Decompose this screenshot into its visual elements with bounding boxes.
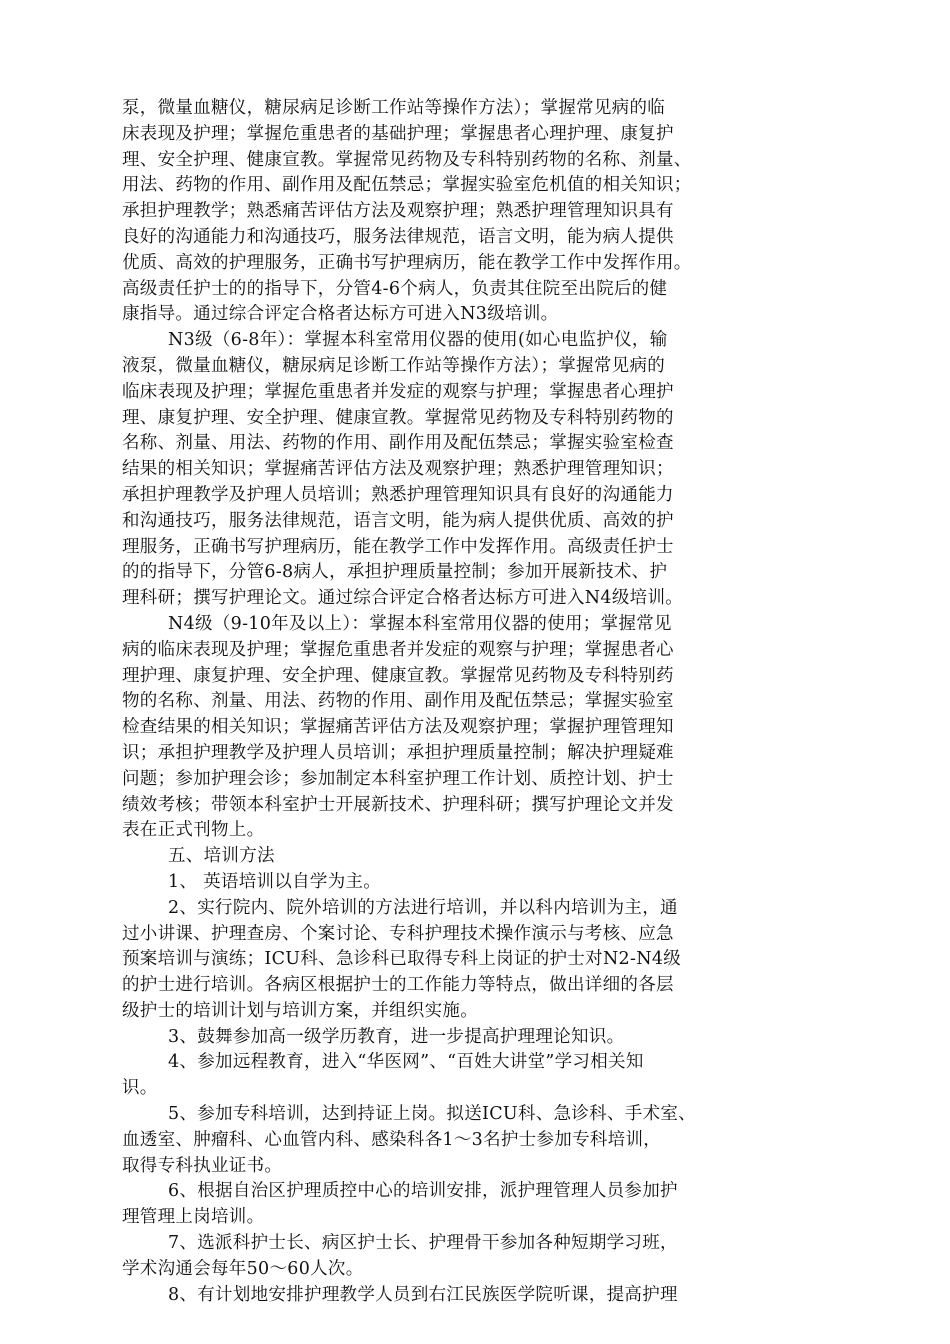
paragraph-line: 高级责任护士的的指导下，分管4-6个病人，负责其住院至出院后的健 <box>122 278 668 299</box>
paragraph-line: 学术沟通会每年50～60人次。 <box>122 1258 364 1279</box>
paragraph-line: 理、康复护理、安全护理、健康宣教。掌握常见药物及专科特别药物的 <box>122 407 674 428</box>
paragraph-line: 康指导。通过综合评定合格者达标方可进入N3级培训。 <box>122 304 559 325</box>
paragraph-line: 用法、药物的作用、副作用及配伍禁忌；掌握实验室危机值的相关知识； <box>122 175 692 196</box>
paragraph-line: 预案培训与演练；ICU科、急诊科已取得专科上岗证的护士对N2-N4级 <box>122 949 682 970</box>
paragraph-line: 结果的相关知识；掌握痛苦评估方法及观察护理；熟悉护理管理知识； <box>122 459 674 480</box>
paragraph-line: 良好的沟通能力和沟通技巧，服务法律规范，语言文明，能为病人提供 <box>122 226 674 247</box>
paragraph-line: 液泵，微量血糖仪，糖尿病足诊断工作站等操作方法）；掌握常见病的 <box>122 355 666 376</box>
paragraph-first-line: 6、根据自治区护理质控中心的培训安排，派护理管理人员参加护 <box>168 1181 678 1202</box>
paragraph-line: 理护理、康复护理、安全护理、健康宣教。掌握常见药物及专科特别药 <box>122 665 674 686</box>
document-body <box>122 96 834 1308</box>
paragraph-line: 绩效考核；带领本科室护士开展新技术、护理科研；撰写护理论文并发 <box>122 794 674 815</box>
paragraph-line: 识；承担护理教学及护理人员培训；承担护理质量控制；解决护理疑难 <box>122 742 674 763</box>
paragraph-line: 临床表现及护理；掌握危重患者并发症的观察与护理；掌握患者心理护 <box>122 381 674 402</box>
paragraph-line: 和沟通技巧，服务法律规范，语言文明，能为病人提供优质、高效的护 <box>122 510 674 531</box>
paragraph-first-line: N3级（6-8年）：掌握本科室常用仪器的使用(如心电监护仪，输 <box>168 330 668 351</box>
paragraph-first-line: 4、参加远程教育，进入“华医网”、“百姓大讲堂”学习相关知 <box>168 1052 644 1073</box>
paragraph-line: 物的名称、剂量、用法、药物的作用、副作用及配伍禁忌；掌握实验室 <box>122 691 674 712</box>
paragraph-line: 病的临床表现及护理；掌握危重患者并发症的观察与护理；掌握患者心 <box>122 639 674 660</box>
paragraph-first-line: 1、 英语培训以自学为主。 <box>168 871 382 892</box>
paragraph-line: 的的指导下，分管6-8病人，承担护理质量控制；参加开展新技术、护 <box>122 562 668 583</box>
paragraph-line: 理管理上岗培训。 <box>122 1207 265 1228</box>
paragraph-line: 检查结果的相关知识；掌握痛苦评估方法及观察护理；掌握护理管理知 <box>122 717 674 738</box>
paragraph-first-line: 5、参加专科培训，达到持证上岗。拟送ICU科、急诊科、手术室、 <box>168 1104 696 1125</box>
paragraph-line: 理科研；撰写护理论文。通过综合评定合格者达标方可进入N4级培训。 <box>122 588 684 609</box>
paragraph-first-line: 8、有计划地安排护理教学人员到右江民族医学院听课，提高护理 <box>168 1284 678 1305</box>
paragraph-line: 名称、剂量、用法、药物的作用、副作用及配伍禁忌；掌握实验室检查 <box>122 433 674 454</box>
paragraph-line: 识。 <box>122 1078 158 1099</box>
paragraph-line: 床表现及护理；掌握危重患者的基础护理；掌握患者心理护理、康复护 <box>122 123 674 144</box>
paragraph-first-line: 3、鼓舞参加高一级学历教育，进一步提高护理理论知识。 <box>168 1026 625 1047</box>
paragraph-first-line: 五、培训方法 <box>168 846 275 867</box>
paragraph-first-line: 7、选派科护士长、病区护士长、护理骨干参加各种短期学习班， <box>168 1233 678 1254</box>
paragraph-line: 理、安全护理、健康宣教。掌握常见药物及专科特别药物的名称、剂量、 <box>122 149 692 170</box>
paragraph-line: 承担护理教学及护理人员培训；熟悉护理管理知识具有良好的沟通能力 <box>122 484 674 505</box>
paragraph-line: 过小讲课、护理查房、个案讨论、专科护理技术操作演示与考核、应急 <box>122 923 674 944</box>
paragraph-line: 问题；参加护理会诊；参加制定本科室护理工作计划、质控计划、护士 <box>122 768 674 789</box>
paragraph-line: 泵，微量血糖仪，糖尿病足诊断工作站等操作方法）；掌握常见病的临 <box>122 98 666 118</box>
paragraph-line: 的护士进行培训。各病区根据护士的工作能力等特点，做出详细的各层 <box>122 975 674 996</box>
paragraph-line: 取得专科执业证书。 <box>122 1155 283 1176</box>
paragraph-line: 表在正式刊物上。 <box>122 820 265 841</box>
paragraph-line: 级护士的培训计划与培训方案，并组织实施。 <box>122 1000 478 1021</box>
paragraph-line: 理服务，正确书写护理病历，能在教学工作中发挥作用。高级责任护士 <box>122 536 674 557</box>
paragraph-first-line: N4级（9-10年及以上）：掌握本科室常用仪器的使用；掌握常见 <box>168 613 672 634</box>
paragraph-first-line: 2、实行院内、院外培训的方法进行培训，并以科内培训为主，通 <box>168 897 678 918</box>
paragraph-line: 承担护理教学；熟悉痛苦评估方法及观察护理；熟悉护理管理知识具有 <box>122 201 674 222</box>
paragraph-line: 优质、高效的护理服务，正确书写护理病历，能在教学工作中发挥作用。 <box>122 252 692 273</box>
paragraph-line: 血透室、肿瘤科、心血管内科、感染科各1～3名护士参加专科培训， <box>122 1129 662 1150</box>
